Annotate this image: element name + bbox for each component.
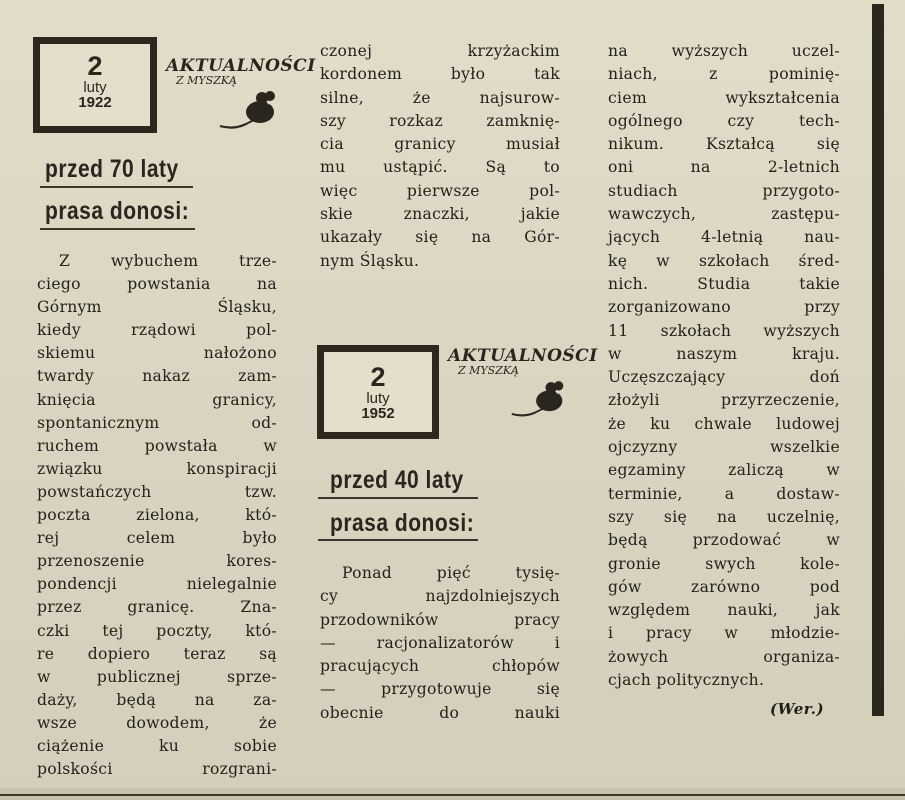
- text-line: więc pierwsze pol-: [320, 181, 560, 200]
- text-line: Ponad pięć tysię-: [342, 564, 560, 582]
- text-line: polskości rozgrani-: [37, 760, 277, 779]
- bottom-border: [0, 788, 905, 800]
- right-edge-rule: [872, 4, 884, 716]
- date-month: luty: [366, 390, 390, 407]
- text-line: — racjonalizatorów i: [320, 633, 560, 652]
- logo-subtitle: Z MYSZKĄ: [176, 74, 238, 87]
- text-line: Z wybuchem trze-: [59, 252, 277, 270]
- text-line: zorganizowano przy: [608, 298, 840, 317]
- text-line: silne, że najsurow-: [320, 88, 560, 107]
- date-year: 1922: [78, 94, 112, 111]
- logo-subtitle: Z MYSZKĄ: [458, 364, 520, 377]
- text-line: będą przodować w: [608, 531, 840, 550]
- aktualnosci-logo: [448, 347, 598, 377]
- text-line: pracujących chłopów: [320, 657, 560, 676]
- text-line: czonej krzyżackim: [320, 42, 560, 60]
- text-line: studiach przygoto-: [608, 181, 840, 200]
- text-line: mu ustąpić. Są to: [320, 158, 560, 177]
- text-line: obecnie do nauki: [320, 703, 560, 722]
- text-line: ukazały się na Gór-: [320, 228, 560, 247]
- article-column-3: [320, 562, 560, 725]
- text-line: przodowników pracy: [320, 610, 560, 629]
- text-line: kiedy rządowi pol-: [37, 321, 277, 340]
- heading-age: przed 70 laty: [45, 156, 179, 184]
- text-line: w naszym kraju.: [608, 344, 840, 363]
- text-line: że ku chwale ludowej: [608, 414, 840, 433]
- text-line: żowych organiza-: [608, 647, 840, 666]
- text-line: knięcia granicy,: [37, 390, 277, 409]
- heading-rule: [318, 497, 478, 499]
- logo-title: AKTUALNOŚCI: [166, 56, 316, 76]
- text-line: ciążenie ku sobie: [37, 736, 277, 755]
- text-line: spontanicznym od-: [37, 413, 277, 432]
- text-line: jących 4-letnią nau-: [608, 228, 840, 247]
- heading-source: prasa donosi:: [330, 510, 475, 538]
- text-line: ogólnego czy tech-: [608, 111, 840, 130]
- text-line: niach, z pominię-: [608, 65, 840, 84]
- text-line: czki tej poczty, któ-: [37, 621, 277, 640]
- text-line: re dopiero teraz są: [37, 644, 277, 663]
- text-line: 11 szkołach wyższych: [608, 321, 840, 340]
- text-line: nich. Studia takie: [608, 274, 840, 293]
- date-box-1952: [317, 345, 439, 439]
- heading-rule: [40, 186, 193, 188]
- heading-age: przed 40 laty: [330, 467, 464, 495]
- text-line: i pracy w młodzie-: [608, 624, 840, 643]
- text-line: egzaminy zaliczą w: [608, 461, 840, 480]
- text-line: daży, będą na za-: [37, 690, 277, 709]
- text-line: powstańczych tzw.: [37, 482, 277, 501]
- text-line: względem nauki, jak: [608, 601, 840, 620]
- aktualnosci-logo: [166, 57, 316, 87]
- logo-title: AKTUALNOŚCI: [448, 346, 598, 366]
- date-year: 1952: [361, 405, 395, 422]
- date-box-1922: [33, 37, 157, 133]
- text-line: ciego powstania na: [37, 275, 277, 294]
- text-line: szy rozkaz zamknię-: [320, 111, 560, 130]
- text-line: Uczęszczający doń: [608, 368, 840, 387]
- text-line: gronie swych kole-: [608, 554, 840, 573]
- author-signature: (Wer.): [770, 700, 825, 718]
- mouse-icon: [508, 376, 568, 420]
- text-line: oni na 2-letnich: [608, 158, 840, 177]
- text-line: szy się na uczelnię,: [608, 507, 840, 526]
- text-line: skie znaczki, jakie: [320, 205, 560, 224]
- text-line: — przygotowuje się: [320, 680, 560, 699]
- mouse-icon: [216, 86, 280, 132]
- article-column-4: [608, 40, 840, 692]
- date-day: 2: [87, 51, 103, 81]
- text-line: związku konspiracji: [37, 459, 277, 478]
- text-line: ojczyzny wszelkie: [608, 438, 840, 457]
- article-column-1: [37, 250, 277, 781]
- text-line: ruchem powstała w: [37, 436, 277, 455]
- text-line: cjach politycznych.: [608, 671, 765, 690]
- text-line: przenoszenie kores-: [37, 552, 277, 571]
- text-line: twardy nakaz zam-: [37, 367, 277, 386]
- text-line: wawczych, zastępu-: [608, 205, 840, 224]
- text-line: Górnym Śląsku,: [37, 298, 277, 317]
- text-line: przez granicę. Zna-: [37, 598, 277, 617]
- text-line: w publicznej sprze-: [37, 667, 277, 686]
- date-month: luty: [83, 79, 107, 96]
- date-day: 2: [370, 362, 386, 392]
- text-line: pondencji nielegalnie: [37, 575, 277, 594]
- text-line: kordonem było tak: [320, 65, 560, 84]
- heading-rule: [318, 539, 478, 541]
- text-line: ciem wykształcenia: [608, 88, 840, 107]
- text-line: terminie, a dostaw-: [608, 484, 840, 503]
- text-line: poczta zielona, któ-: [37, 506, 277, 525]
- text-line: złożyli przyrzeczenie,: [608, 391, 840, 410]
- text-line: cia granicy musiał: [320, 135, 560, 154]
- text-line: gów zarówno pod: [608, 577, 840, 596]
- heading-rule: [40, 228, 195, 230]
- text-line: wsze dowodem, że: [37, 713, 277, 732]
- text-line: skiemu nałożono: [37, 344, 277, 363]
- heading-source: prasa donosi:: [45, 198, 190, 226]
- text-line: rej celem było: [37, 529, 277, 548]
- text-line: nikum. Kształcą się: [608, 135, 840, 154]
- text-line: nym Śląsku.: [320, 251, 420, 270]
- text-line: cy najzdolniejszych: [320, 587, 560, 606]
- article-column-2: [320, 40, 560, 273]
- text-line: kę w szkołach śred-: [608, 251, 840, 270]
- text-line: na wyższych uczel-: [608, 42, 840, 60]
